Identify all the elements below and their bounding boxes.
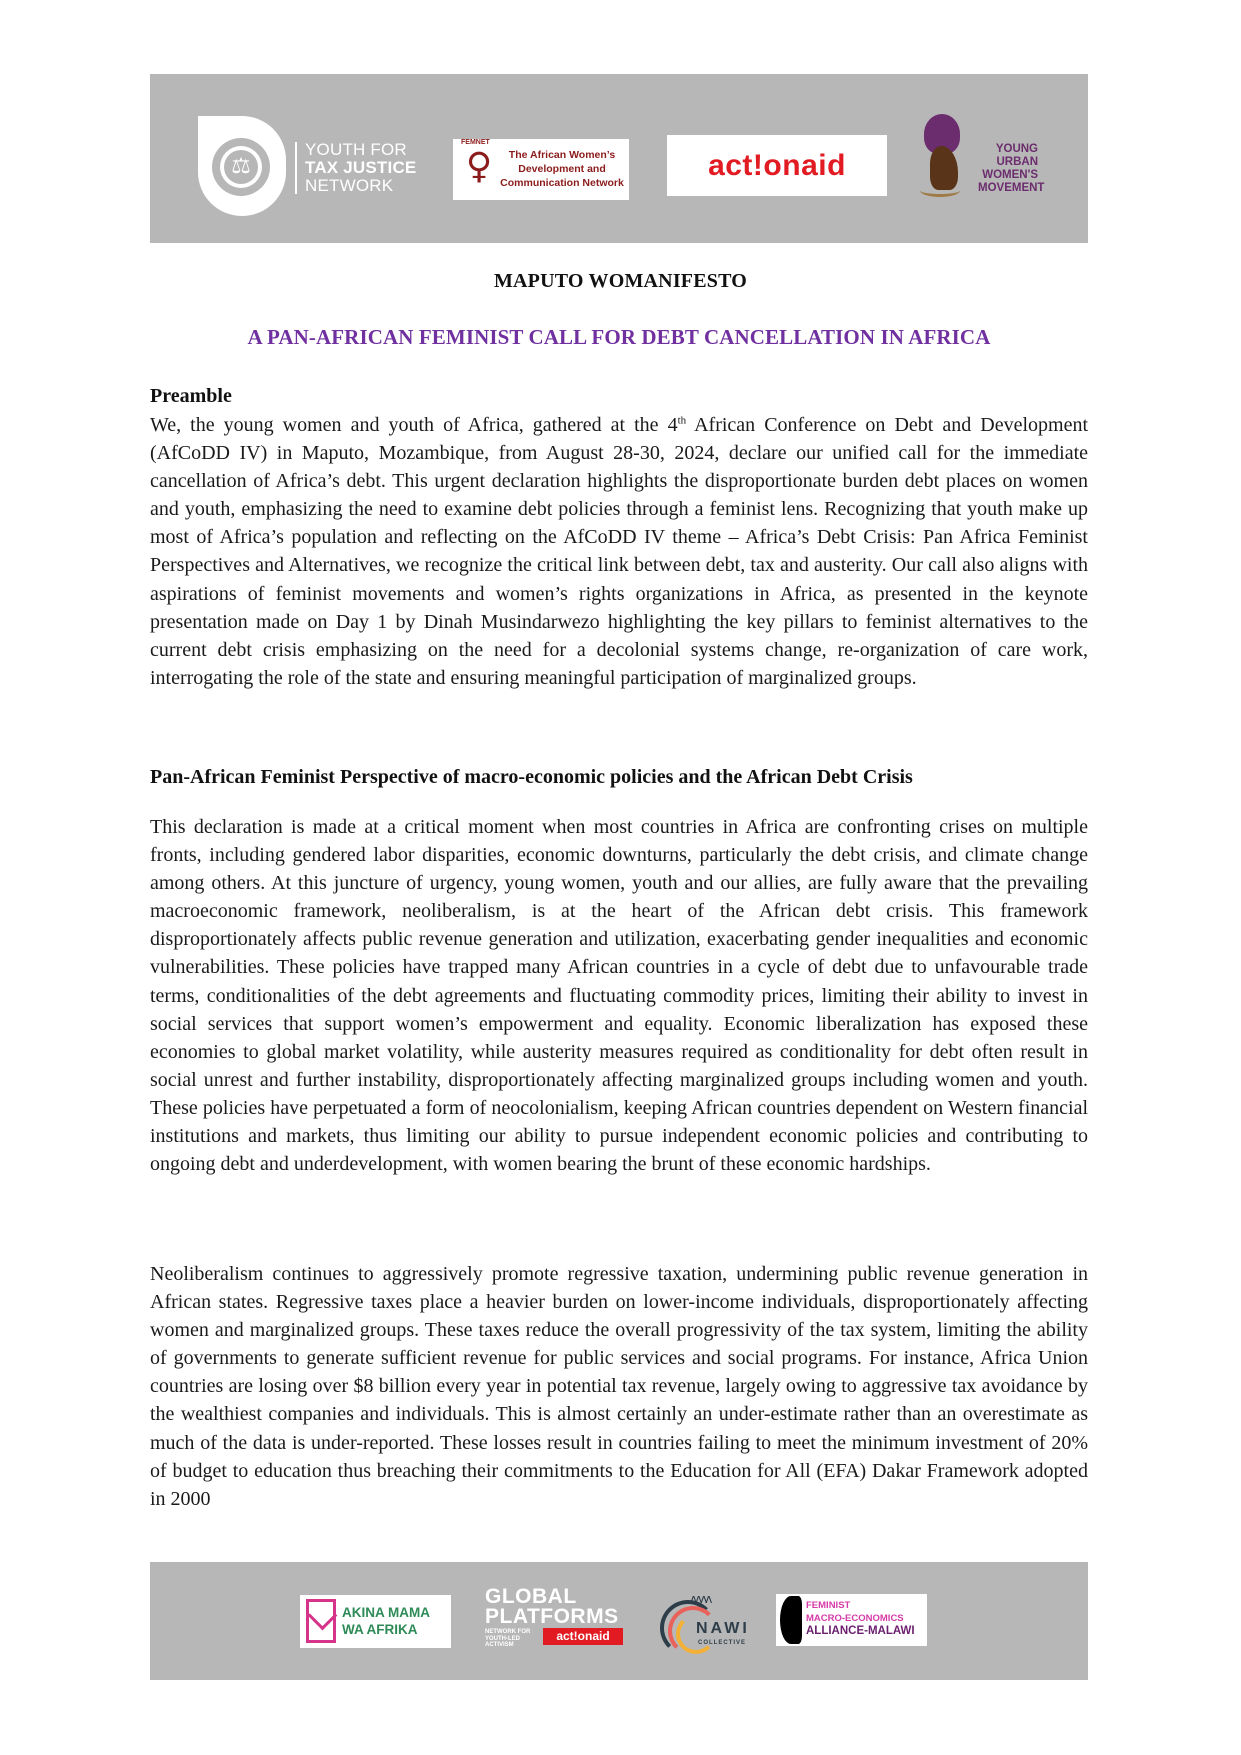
document-subtitle: A PAN-AFRICAN FEMINIST CALL FOR DEBT CANCELLATION IN AFRICA	[247, 325, 991, 349]
document-title: MAPUTO WOMANIFESTO	[493, 270, 748, 292]
yuwm-wordmark: YOUNG URBAN WOMEN'S MOVEMENT	[978, 143, 1045, 194]
scales-of-justice-icon: ⚖	[224, 150, 258, 184]
logo-global-platforms: GLOBAL PLATFORMS NETWORK FOR YOUTH-LED ACTIVISM act!onaid	[485, 1587, 645, 1657]
actionaid-badge: act!onaid	[543, 1628, 623, 1645]
section-heading-pan-african-perspective: Pan-African Feminist Perspective of macro-economic policies and the African Debt Crisis	[150, 766, 913, 788]
logo-divider	[295, 142, 297, 194]
crown-icon: ᴧᴧᴧᴧ	[690, 1592, 711, 1606]
woman-silhouette-icon	[780, 1596, 802, 1644]
logo-actionaid: act!onaid	[667, 135, 887, 196]
footer-logo-banner	[150, 1562, 1088, 1680]
preamble-paragraph: We, the young women and youth of Africa, gathered at the 4th African Conference on Debt and Development (AfCoDD IV) in Maputo, Mozambique, from August 28-30, 2024, declare our unified call for the immediate cancellation of Africa’s debt. This urgent declaration highlights the disproportionate burden debt places on women and youth, emphasizing the need to examine debt policies through a feminist lens. Recognizing that youth make up most of Africa’s population and reflecting on the AfCoDD IV theme – Africa’s Debt Crisis: Pan Africa Feminist Perspectives and Alternatives, we recognize the critical link between debt, tax and austerity. Our call also aligns with aspirations of feminist movements and women’s rights organizations in Africa, as presented in the keynote presentation made on Day 1 by Dinah Musindarwezo highlighting the key pillars to feminist alternatives to the current debt crisis emphasizing on the need for a decolonial systems change, re-organization of care work, interrogating the role of the state and ensuring meaningful participation of marginalized groups.	[150, 414, 1089, 689]
ytjn-wordmark: YOUTH FOR TAX JUSTICE NETWORK	[305, 140, 417, 195]
wave-icon	[920, 184, 960, 197]
logo-feminist-macro-economics-alliance-malawi: FEMINIST MACRO-ECONOMICS ALLIANCE-MALAWI	[776, 1594, 927, 1646]
drop-shape-icon	[198, 116, 286, 216]
header-logo-banner	[150, 74, 1088, 243]
logo-nawi-collective: ᴧᴧᴧᴧ NAWI COLLECTIVE	[660, 1592, 760, 1656]
africa-female-symbol-icon: ♀	[465, 146, 493, 187]
body-paragraph: This declaration is made at a critical moment when most countries in Africa are confronting crises on multiple fronts, including gendered labor disparities, economic downturns, particularly the debt crisis, and climate change among others. At this juncture of urgency, young women, youth and our allies, are fully aware that the prevailing macroeconomic framework, neoliberalism, is at the heart of the African debt crisis. This framework disproportionately affects public revenue generation and utilization, exacerbating gender inequalities and economic vulnerabilities. These policies have trapped many African countries in a cycle of debt due to unfavourable trade terms, conditionalities of the debt agreements and fluctuating commodity prices, limiting their ability to invest in social services that support women’s empowerment and equality. Economic liberalization has exposed these economies to global market volatility, while austerity measures required as conditionality for debt often result in social unrest and further instability, disproportionately affecting marginalized groups including women and youth. These policies have perpetuated a form of neocolonialism, keeping African countries dependent on Western financial institutions and markets, thus limiting our ability to pursue independent economic policies and contributing to ongoing debt and underdevelopment, with women bearing the brunt of these economic hardships.	[150, 816, 1088, 1176]
body-paragraph: Neoliberalism continues to aggressively promote regressive taxation, undermining public revenue generation in African states. Regressive taxes place a heavier burden on lower-income individuals, disproportionately affecting women and marginalized groups. These taxes reduce the overall progressivity of the tax system, limiting the ability of governments to generate sufficient revenue for public services and social programs. For instance, Africa Union countries are losing over $8 billion every year in potential tax revenue, largely owing to aggressive tax avoidance by the wealthiest companies and individuals. This is almost certainly an under-estimate rather than an overestimate as much of the data is under-reported. These losses result in countries failing to meet the minimum investment of 20% of budget to education thus breaching their commitments to the Education for All (EFA) Dakar Framework adopted in 2000	[150, 1263, 1088, 1510]
section-heading-preamble: Preamble	[150, 385, 232, 407]
logo-akina-mama-wa-afrika: AKINA MAMA WA AFRIKA	[300, 1595, 451, 1648]
logo-young-urban-womens-movement	[920, 114, 1070, 214]
logo-femnet: FEMNET ♀ The African Women’s Development and Communication Network	[453, 139, 629, 200]
akina-chevron-icon	[306, 1599, 336, 1643]
femnet-wordmark: The African Women’s Development and Communication Network	[500, 149, 624, 189]
